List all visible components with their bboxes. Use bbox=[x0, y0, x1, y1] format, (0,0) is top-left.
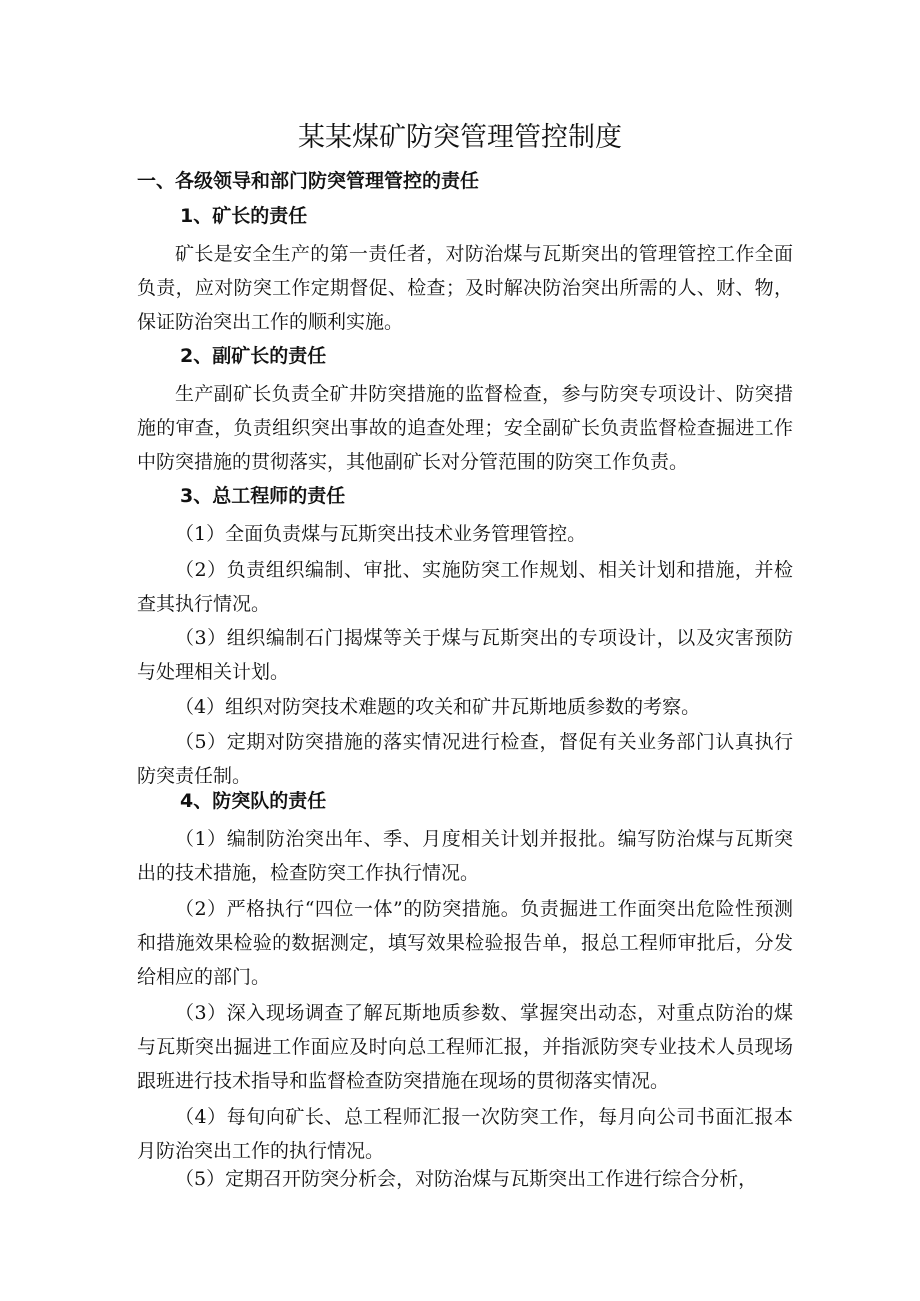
list-item: （2）严格执行“四位一体”的防突措施。负责掘进工作面突出危险性预测和措施效果检验的数据测定，填写效果检验报告单，报总工程师审批后，分发给相应的部门。 bbox=[137, 898, 793, 988]
subsection-heading-prevention-team: 4、防突队的责任 bbox=[180, 790, 327, 812]
paragraph: 生产副矿长负责全矿井防突措施的监督检查，参与防突专项设计、防突措施的审查，负责组织突出事故的追查处理；安全副矿长负责监督检查掘进工作中防突措施的贯彻落实，其他副矿长对分管范围的防突工作负责。 bbox=[137, 383, 793, 473]
list-item: （5）定期召开防突分析会，对防治煤与瓦斯突出工作进行综合分析， bbox=[175, 1168, 758, 1190]
list-item: （5）定期对防突措施的落实情况进行检查，督促有关业务部门认真执行防突责任制。 bbox=[137, 731, 793, 787]
document-title: 某某煤矿防突管理管控制度 bbox=[298, 122, 622, 153]
list-item: （2）负责组织编制、审批、实施防突工作规划、相关计划和措施，并检查其执行情况。 bbox=[137, 559, 793, 615]
paragraph: 矿长是安全生产的第一责任者，对防治煤与瓦斯突出的管理管控工作全面负责，应对防突工作定期督促、检查；及时解决防治突出所需的人、财、物，保证防治突出工作的顺利实施。 bbox=[137, 243, 793, 333]
section-heading: 一、各级领导和部门防突管理管控的责任 bbox=[137, 170, 480, 192]
list-item: （4）每旬向矿长、总工程师汇报一次防突工作，每月向公司书面汇报本月防治突出工作的执行情况。 bbox=[137, 1106, 793, 1162]
list-item: （3）组织编制石门揭煤等关于煤与瓦斯突出的专项设计，以及灾害预防与处理相关计划。 bbox=[137, 627, 793, 683]
subsection-heading-mine-director: 1、矿长的责任 bbox=[180, 205, 308, 227]
list-item: （4）组织对防突技术难题的攻关和矿井瓦斯地质参数的考察。 bbox=[175, 696, 701, 718]
subsection-heading-chief-engineer: 3、总工程师的责任 bbox=[180, 485, 346, 507]
list-item: （3）深入现场调查了解瓦斯地质参数、掌握突出动态，对重点防治的煤与瓦斯突出掘进工作面应及时向总工程师汇报，并指派防突专业技术人员现场跟班进行技术指导和监督检查防突措施在现场的贯彻落实情况。 bbox=[137, 1002, 793, 1092]
list-item: （1）编制防治突出年、季、月度相关计划并报批。编写防治煤与瓦斯突出的技术措施，检查防突工作执行情况。 bbox=[137, 828, 793, 884]
subsection-heading-deputy-director: 2、副矿长的责任 bbox=[180, 345, 327, 367]
list-item: （1）全面负责煤与瓦斯突出技术业务管理管控。 bbox=[175, 523, 587, 545]
